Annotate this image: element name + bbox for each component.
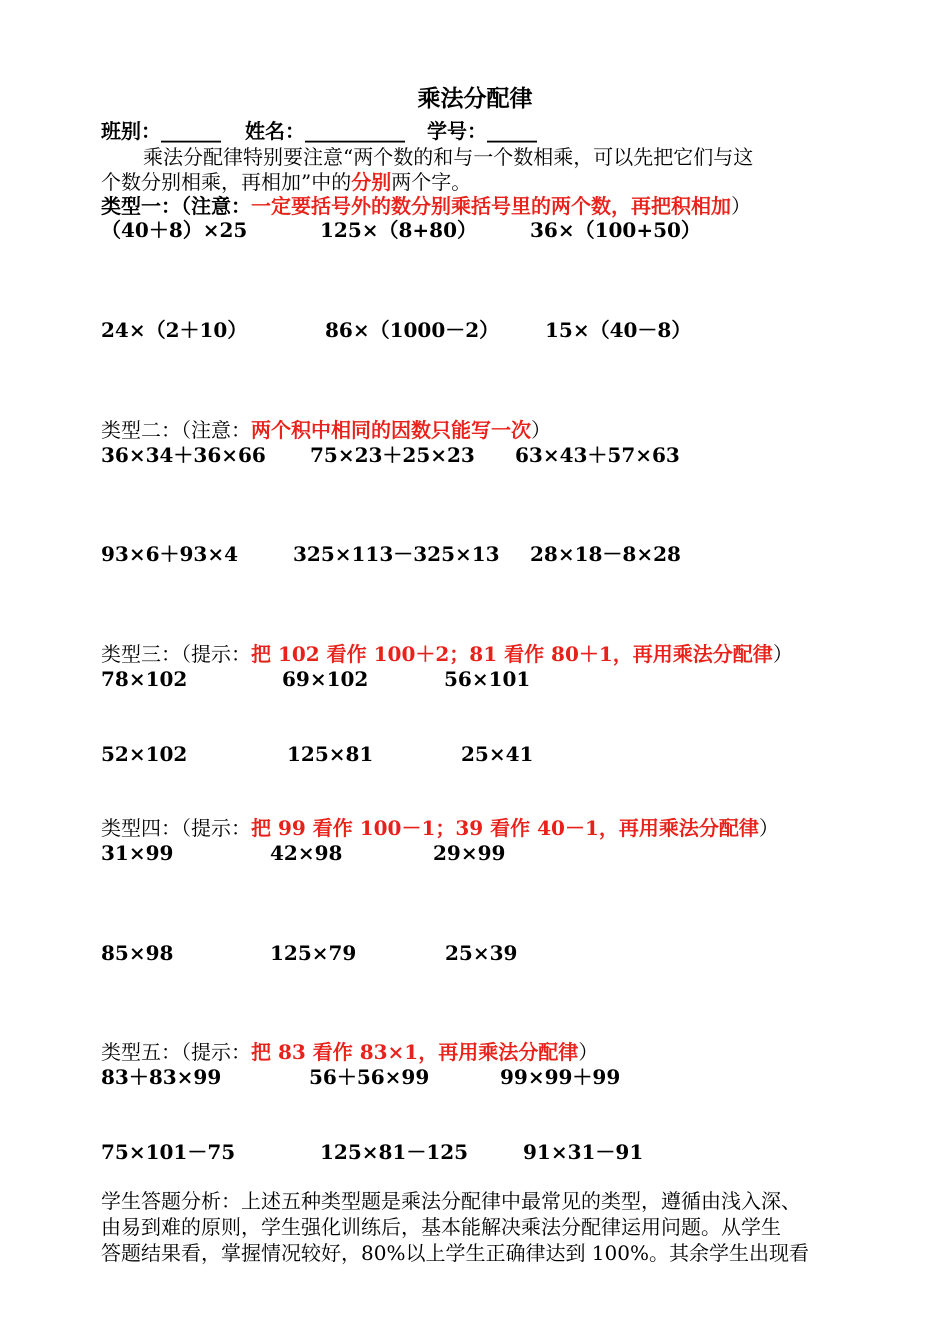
section-note: 把 99 看作 100－1；39 看作 40－1，再用乘法分配律: [251, 816, 759, 840]
problem: 125×79: [270, 941, 357, 965]
problem: 36×34＋36×66: [101, 443, 266, 467]
section-heading-2: [101, 418, 551, 442]
section-label: 类型四：（提示：: [101, 816, 251, 840]
section-heading-5: [101, 1040, 598, 1064]
problem: 85×98: [101, 941, 174, 965]
problem: 52×102: [101, 742, 188, 766]
problem: 99×99＋99: [500, 1065, 621, 1089]
problem: 78×102: [101, 667, 188, 691]
problem: 83＋83×99: [101, 1065, 222, 1089]
section-close: ）: [772, 642, 793, 666]
problem: 125×（8+80）: [320, 218, 478, 242]
problem: 91×31－91: [523, 1140, 644, 1164]
section-close: ）: [758, 816, 779, 840]
intro-line-2: [101, 170, 471, 194]
intro-text-end: 两个字。: [391, 170, 472, 194]
problem: 86×（1000－2）: [325, 318, 500, 342]
class-field: 班别：______: [101, 119, 221, 143]
problem: 56＋56×99: [309, 1065, 430, 1089]
problem: 36×（100+50）: [530, 218, 701, 242]
analysis-line: 由易到难的原则，学生强化训练后，基本能解决乘法分配律运用问题。从学生: [101, 1215, 781, 1239]
analysis-line: 答题结果看，掌握情况较好，80%以上学生正确律达到 100%。其余学生出现看: [101, 1241, 809, 1265]
name-field: 姓名：__________: [245, 119, 405, 143]
intro-text: 个数分别相乘，再相加”中的: [101, 170, 352, 194]
section-label: 类型一：（注意：: [101, 194, 251, 218]
section-note: 把 102 看作 100＋2；81 看作 80＋1，再用乘法分配律: [251, 642, 773, 666]
section-close: ）: [531, 418, 551, 442]
problem: 125×81－125: [320, 1140, 469, 1164]
problem: 29×99: [433, 841, 506, 865]
analysis-line: 学生答题分析：上述五种类型题是乘法分配律中最常见的类型，遵循由浅入深、: [101, 1189, 801, 1213]
page-title: 乘法分配律: [417, 85, 533, 112]
section-note: 把 83 看作 83×1，再用乘法分配律: [251, 1040, 579, 1064]
problem: 69×102: [282, 667, 369, 691]
problem: 63×43＋57×63: [515, 443, 680, 467]
problem: 25×39: [445, 941, 518, 965]
problem: 75×23＋25×23: [310, 443, 475, 467]
intro-line-1: 乘法分配律特别要注意“两个数的和与一个数相乘，可以先把它们与这: [143, 145, 754, 169]
student-info-line: [101, 119, 537, 143]
section-close: ）: [731, 194, 751, 218]
section-label: 类型三：（提示：: [101, 642, 251, 666]
student-id-field: 学号：_____: [427, 119, 537, 143]
analysis-paragraph: [101, 1188, 853, 1266]
section-label: 类型五：（提示：: [101, 1040, 251, 1064]
section-heading-1: [101, 194, 751, 218]
intro-emphasis: 分别: [351, 170, 392, 194]
problem: 24×（2＋10）: [101, 318, 248, 342]
section-note: 两个积中相同的因数只能写一次: [251, 418, 531, 442]
section-heading-3: [101, 642, 793, 666]
problem: 28×18－8×28: [530, 542, 681, 566]
section-label: 类型二：（注意：: [101, 418, 251, 442]
problem: 75×101－75: [101, 1140, 236, 1164]
section-note: 一定要括号外的数分别乘括号里的两个数，再把积相加: [251, 194, 731, 218]
problem: 31×99: [101, 841, 174, 865]
problem: 93×6＋93×4: [101, 542, 239, 566]
problem: 15×（40－8）: [545, 318, 692, 342]
problem: 125×81: [287, 742, 374, 766]
problem: 42×98: [270, 841, 343, 865]
section-close: ）: [578, 1040, 599, 1064]
problem: 25×41: [461, 742, 534, 766]
problem: 325×113－325×13: [293, 542, 500, 566]
section-heading-4: [101, 816, 779, 840]
problem: （40＋8）×25: [101, 218, 248, 242]
problem: 56×101: [444, 667, 531, 691]
